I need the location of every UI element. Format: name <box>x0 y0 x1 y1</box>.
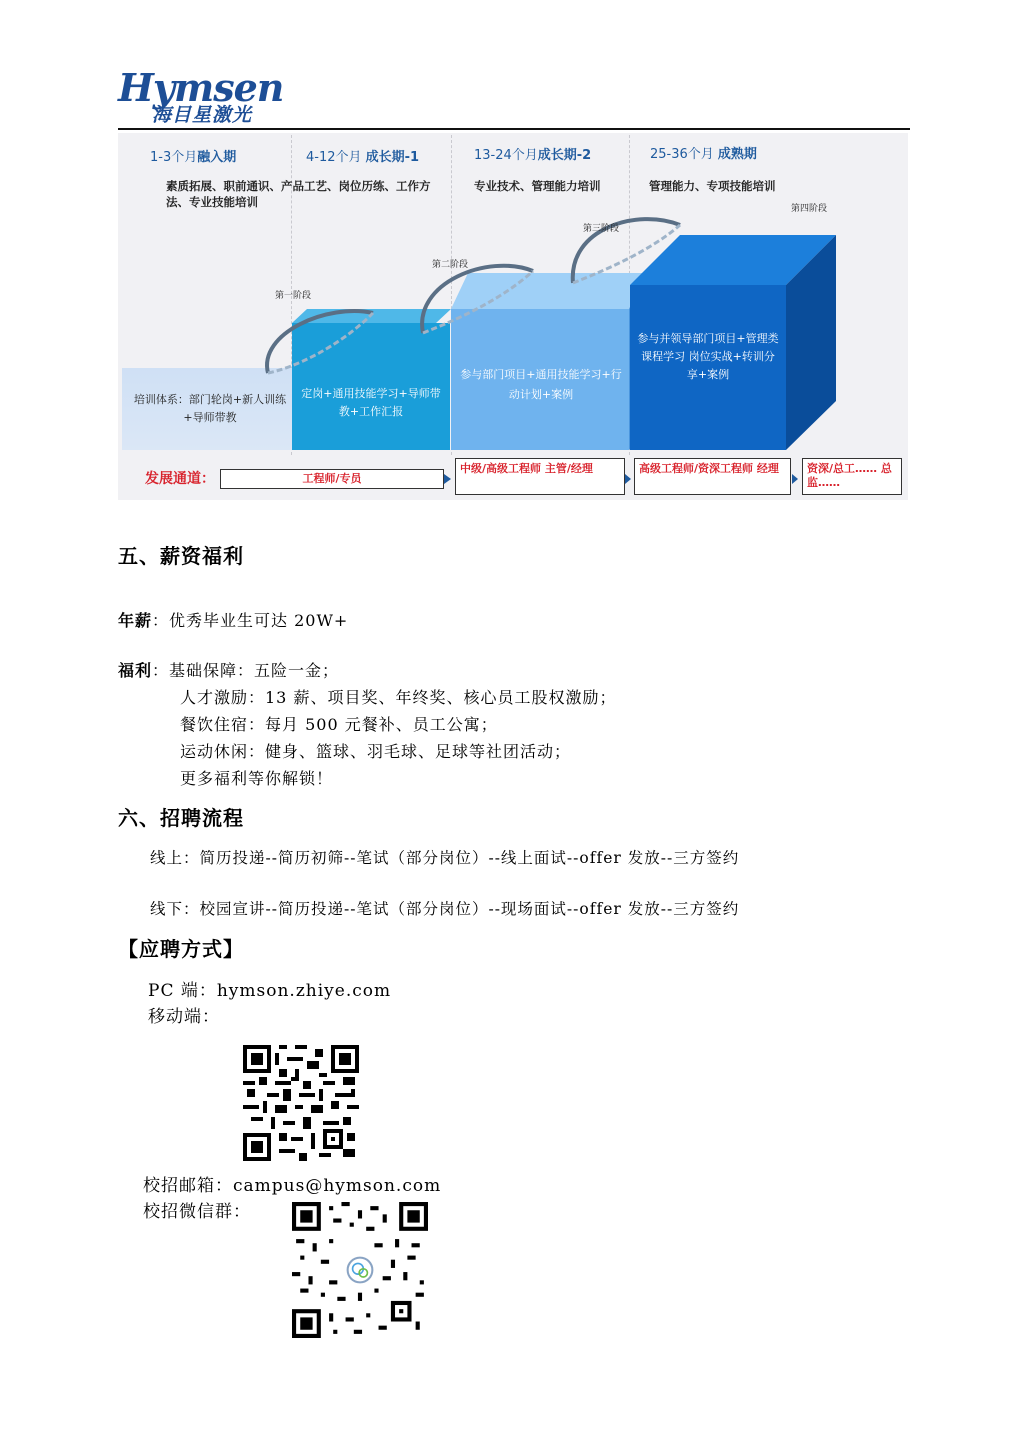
annual-text: ：优秀毕业生可达 20W+ <box>152 611 349 630</box>
benefits-line-4: 运动休闲：健身、篮球、羽毛球、足球等社团活动； <box>180 742 572 761</box>
salary-heading: 五、薪资福利 <box>118 544 244 568</box>
apply-pc: PC 端：hymson.zhiye.com <box>148 981 392 1001</box>
process-offline: 线下：校园宣讲--简历投递--笔试（部分岗位）--现场面试--offer 发放--三方签约 <box>150 900 740 918</box>
training-roadmap-graphic <box>118 133 908 500</box>
benefits-line-3: 餐饮住宿：每月 500 元餐补、员工公寓； <box>180 715 498 734</box>
wechat-group-qr-code[interactable] <box>291 1202 429 1338</box>
roadmap-steps-svg <box>118 133 908 500</box>
track-box-1: 工程师/专员 <box>220 469 444 489</box>
step-block-3-top <box>451 273 646 309</box>
block-text-4: 参与并领导部门项目+管理类课程学习 岗位实战+转训分享+案例 <box>637 332 779 381</box>
track-box-3: 高级工程师/资深工程师 经理 <box>634 458 791 495</box>
phase-desc-1: 素质拓展、职前通识、产品工艺、岗位历练、工作方法、专业技能培训 <box>166 179 431 209</box>
annual-salary-line <box>118 608 348 631</box>
phase-desc-3: 专业技术、管理能力培训 <box>474 179 601 193</box>
stage-label-1: 第一阶段 <box>275 291 312 301</box>
phase-desc-4: 管理能力、专项技能培训 <box>649 179 776 193</box>
track-box-2: 中级/高级工程师 主管/经理 <box>455 458 625 495</box>
track-box-4: 资深/总工…… 总监…… <box>802 458 902 495</box>
benefits-line-5: 更多福利等你解锁！ <box>180 769 334 788</box>
track-label: 发展通道： <box>145 471 215 487</box>
benefits-line-2: 人才激励：13 薪、项目奖、年终奖、核心员工股权激励； <box>180 688 617 707</box>
benefits-label: 福利 <box>118 661 153 680</box>
phase-title-4: 25-36个月 成熟期 <box>650 147 757 162</box>
block-text-2: 定岗+通用技能学习+导师带教+工作汇报 <box>301 387 441 418</box>
apply-email: 校招邮箱：campus@hymson.com <box>143 1176 442 1196</box>
process-online: 线上：简历投递--简历初筛--笔试（部分岗位）--线上面试--offer 发放--三方签约 <box>150 849 740 867</box>
annual-label: 年薪 <box>118 611 153 630</box>
apply-heading: 【应聘方式】 <box>118 937 244 961</box>
apply-wechat: 校招微信群： <box>143 1202 251 1222</box>
stage-label-4: 第四阶段 <box>791 204 828 214</box>
block-text-1: 培训体系：部门轮岗+新人训练+导师带教 <box>133 393 287 424</box>
benefits-line-1: 福利：基础保障：五险一金； <box>118 661 340 680</box>
phase-title-3: 13-24个月成长期-2 <box>474 148 592 163</box>
header-divider <box>118 128 910 130</box>
apply-mobile: 移动端： <box>148 1007 220 1027</box>
phase-title-2: 4-12个月 成长期-1 <box>306 150 420 165</box>
process-heading: 六、招聘流程 <box>118 806 244 830</box>
mobile-qr-code[interactable] <box>242 1045 360 1161</box>
stage-label-2: 第二阶段 <box>432 260 469 270</box>
logo-wordmark: Hymsen <box>118 65 284 110</box>
phase-title-1: 1-3个月融入期 <box>150 150 237 165</box>
block-text-3: 参与部门项目+通用技能学习+行动计划+案例 <box>460 368 622 401</box>
logo-chinese: 海目星激光 <box>152 104 253 126</box>
stage-label-3: 第三阶段 <box>583 224 620 234</box>
